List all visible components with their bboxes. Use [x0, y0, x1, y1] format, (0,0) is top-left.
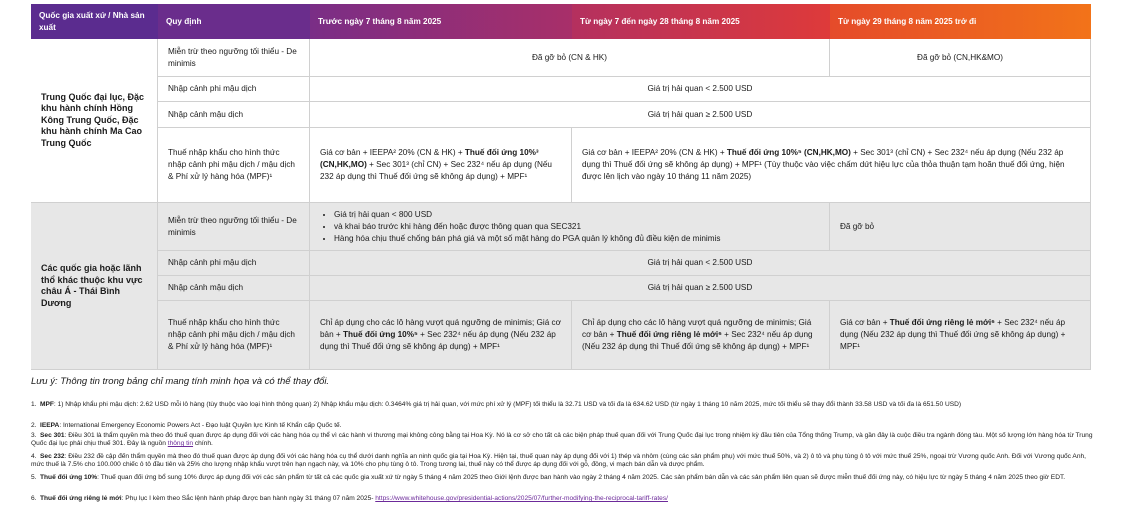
group-china-label: Trung Quốc đại lục, Đặc khu hành chính Hồng Kông Trung Quốc, Đặc khu hành chính Ma Cao Trung Quốc [41, 91, 145, 148]
g2-duty-aug7-28: Chỉ áp dụng cho các lô hàng vượt quá ngưỡng de minimis; Giá cơ bản + Thuế đối ứng riêng lẻ mới⁶ + Sec 232⁴ nếu áp dụng (Nếu 232 áp dụng thì Thuế đối ứng sẽ không áp dụng) + MPF¹ [572, 301, 830, 370]
header-aug7-28: Từ ngày 7 đến ngày 28 tháng 8 năm 2025 [572, 4, 830, 39]
g1-nonmerch-label: Nhập cảnh phi mậu dịch [158, 77, 310, 102]
g2-merch-label: Nhập cảnh mậu dịch [158, 276, 310, 301]
g2-deminimis-from-aug29: Đã gỡ bỏ [830, 203, 1091, 251]
g1-duty-from-aug7: Giá cơ bản + IEEPA² 20% (CN & HK) + Thuế đối ứng 10%⁵ (CN,HK,MO) + Sec 301³ (chỉ CN) + Sec 232⁴ nếu áp dụng (Nếu 232 áp dụng thì Thuế đối ứng sẽ không áp dụng) + MPF¹ (Tùy thuộc vào việc chấm dứt hiệu lực của thỏa thuận tạm hoãn thuế đối ứng, hiện được lên lịch vào ngày 10 tháng 11 năm 2025) [572, 128, 1091, 203]
header-from-aug29: Từ ngày 29 tháng 8 năm 2025 trở đi [830, 4, 1091, 39]
disclaimer-note: Lưu ý: Thông tin trong bảng chỉ mang tính minh họa và có thể thay đổi. [31, 376, 330, 387]
list-item: • Hàng hóa chịu thuế chống bán phá giá và một số mặt hàng do PGA quản lý không đủ điều kiện de minimis [334, 233, 720, 245]
g2-nonmerch-value: Giá trị hải quan < 2.500 USD [310, 251, 1091, 276]
tariff-table [31, 4, 1091, 370]
group-apac-label: Các quốc gia hoặc lãnh thổ khác thuộc khu vực châu Á - Thái Bình Dương [41, 263, 143, 308]
header-regulation: Quy định [158, 4, 310, 39]
g2-duty-before-aug7: Chỉ áp dụng cho các lô hàng vượt quá ngưỡng de minimis; Giá cơ bản + Thuế đối ứng 10%⁵ + Sec 232⁴ nếu áp dụng (Nếu 232 áp dụng thì Thuế đối ứng sẽ không áp dụng) + MPF¹ [310, 301, 572, 370]
g2-deminimis-bullets [320, 209, 720, 245]
whitehouse-link[interactable]: https://www.whitehouse.gov/presidential-actions/2025/07/further-modifying-the-reciprocal-tariff-rates/ [375, 495, 668, 502]
footnote-5: 5. Thuế đối ứng 10%: Thuế quan đối ứng bổ sung 10% được áp dụng đối với các sản phẩm từ tất cả các quốc gia xuất xứ từ ngày 5 tháng 4 năm 2025 theo Giới lệnh được ban hành vào ngày 2 tháng 4 năm 2025. Các sản phẩm bán dẫn và các sản phẩm liên quan sẽ được miễn thuế đối ứng này, có hiệu lực từ ngày 5 tháng 4 năm 2025 theo giờ EDT. [31, 474, 1066, 481]
g2-nonmerch-label: Nhập cảnh phi mậu dịch [158, 251, 310, 276]
header-before-aug7: Trước ngày 7 tháng 8 năm 2025 [310, 4, 572, 39]
g1-merch-value: Giá trị hải quan ≥ 2.500 USD [310, 102, 1091, 128]
footnote-1: 1. MPF: 1) Nhập khẩu phi mậu dịch: 2.62 USD mỗi lô hàng (tùy thuộc vào loại hình thông quan) 2) Nhập khẩu mậu dịch: 0.3464% giá trị hải quan, với mức phí xử lý (MPF) tối thiểu là 32.71 USD và tối đa là 634.62 USD (từ ngày 1 tháng 10 năm 2025, mức tối thiểu sẽ thay đổi thành 33.58 USD và tối đa là 651.50 USD) [31, 401, 962, 408]
footnote-6: 6. Thuế đối ứng riêng lẻ mới: Phụ lục I kèm theo Sắc lệnh hành pháp được ban hành ngày 31 tháng 07 năm 2025- https://www.whitehouse.gov/presidential-actions/2025/07/further-modifying-the-reciprocal-tariff-rates/ [31, 495, 668, 502]
header-origin: Quốc gia xuất xứ / Nhà sản xuất [31, 4, 158, 39]
g1-duty-before-aug7: Giá cơ bản + IEEPA² 20% (CN & HK) + Thuế đối ứng 10%³ (CN,HK,MO) + Sec 301³ (chỉ CN) + Sec 232⁴ nếu áp dụng (Nếu 232 áp dụng thì Thuế đối ứng sẽ không áp dụng) + MPF¹ [310, 128, 572, 203]
footnote-3: 3. Sec 301: Điều 301 là thẩm quyền mà theo đó thuế quan được áp dụng đối với các hàng hóa cụ thể vì các hành vi thương mại không công bằng tại Hoa Kỳ. Nó là cơ sở cho tất cả các biện pháp thuế quan đối với Trung Quốc đại lục trong nhiệm kỳ đầu tiên của Tổng thống Trump, và gần đây là cuộc điều tra ngành đóng tàu. Một số lượng lớn hàng hóa từ Trung Quốc đại lục phải chịu thuế 301. Đây là nguồn thông tin chính. [31, 432, 1093, 448]
g1-deminimis-before-aug29: Đã gỡ bỏ (CN & HK) [310, 39, 830, 77]
g1-deminimis-label: Miễn trừ theo ngưỡng tối thiểu - De minimis [158, 39, 310, 77]
g2-duty-from-aug29: Giá cơ bản + Thuế đối ứng riêng lẻ mới⁶ + Sec 232⁴ nếu áp dụng (Nếu 232 áp dụng thì Thuế đối ứng sẽ không áp dụng) + MPF¹ [830, 301, 1091, 370]
g2-merch-value: Giá trị hải quan ≥ 2.500 USD [310, 276, 1091, 301]
footnote-2: 2. IEEPA: International Emergency Economic Powers Act - Đạo luật Quyền lực Kinh tế Khẩn cấp Quốc tế. [31, 422, 342, 429]
g1-nonmerch-value: Giá trị hải quan < 2.500 USD [310, 77, 1091, 102]
list-item: • Giá trị hải quan < 800 USD [334, 209, 720, 221]
g2-deminimis-label: Miễn trừ theo ngưỡng tối thiểu - De minimis [158, 203, 310, 251]
g1-deminimis-from-aug29: Đã gỡ bỏ (CN,HK&MO) [830, 39, 1091, 77]
group-asia-pacific [31, 203, 158, 370]
g1-duty-label: Thuế nhập khẩu cho hình thức nhập cảnh phi mậu dịch / mậu dịch & Phí xử lý hàng hóa (MPF)¹ [158, 128, 310, 203]
footnote-4: 4. Sec 232: Điều 232 đề cập đến thẩm quyền mà theo đó thuế quan được áp dụng đối với các hàng hóa cụ thể dưới danh nghĩa an ninh quốc gia tại Hoa Kỳ. Hiện tại, thuế quan này áp dụng đối với 1) thép và nhôm (cùng các sản phẩm phụ) với mức thuế 50%, và 2) ô tô và phụ tùng ô tô với mức thuế 25%, ngoại trừ Vương quốc Anh. Đối với Vương quốc Anh, mức thuế là 7.5% cho 100.000 chiếc ô tô đầu tiên và 25% cho lượng nhập khẩu vượt trên hạn ngạch này, và 10% cho phụ tùng ô tô. Trong tương lai, thuế này có thể được áp dụng đối với gỗ, đồng, vi mạch bán dẫn và dược phẩm. [31, 453, 1086, 469]
group-china-hk-mo [31, 39, 158, 203]
source-link[interactable]: thông tin [167, 440, 194, 448]
list-item: • và khai báo trước khi hàng đến hoặc được thông quan qua SEC321 [334, 221, 720, 233]
g1-merch-label: Nhập cảnh mậu dịch [158, 102, 310, 128]
g2-deminimis-before-aug29 [310, 203, 830, 251]
g2-duty-label: Thuế nhập khẩu cho hình thức nhập cảnh phi mậu dịch / mậu dịch & Phí xử lý hàng hóa (MPF)¹ [158, 301, 310, 370]
